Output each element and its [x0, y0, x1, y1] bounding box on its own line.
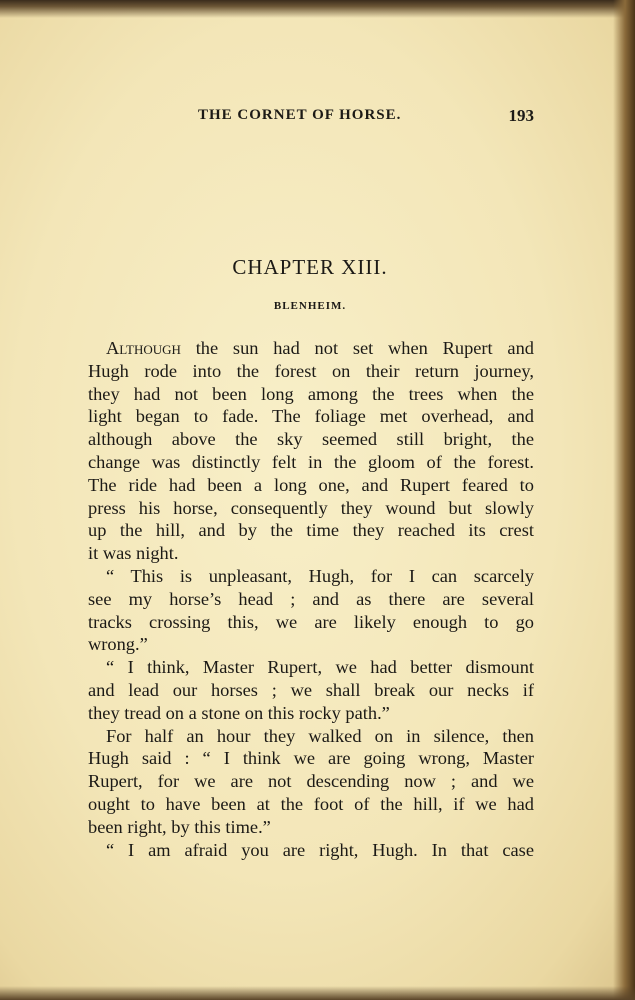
chapter-heading: CHAPTER XIII.: [232, 255, 388, 279]
text-line: up the hill, and by the time they reached its crest: [88, 520, 534, 541]
text-line: tracks crossing this, we are likely enough to go: [88, 611, 534, 632]
text-line: For half an hour they walked on in silence, then: [106, 725, 534, 746]
opening-word: Although: [106, 338, 181, 358]
text-line: ought to have been at the foot of the hill, if we had: [88, 793, 534, 814]
text-line: “ This is unpleasant, Hugh, for I can scarcely: [106, 565, 534, 586]
text-line: been right, by this time.”: [88, 816, 271, 837]
running-header: [198, 107, 534, 129]
text-line: change was distinctly felt in the gloom of the forest.: [88, 451, 534, 472]
page-binding-edge: [613, 0, 635, 1000]
page-number: 193: [508, 106, 534, 125]
running-title: THE CORNET OF HORSE.: [198, 107, 402, 123]
text-line: wrong.”: [88, 634, 148, 655]
text-line: “ I think, Master Rupert, we had better dismount: [106, 657, 534, 678]
text-line: “ I am afraid you are right, Hugh. In that case: [106, 839, 534, 860]
page-top-shadow: [0, 0, 635, 18]
text-line: Hugh rode into the forest on their return journey,: [88, 360, 534, 381]
text-line: and lead our horses ; we shall break our necks if: [88, 679, 534, 700]
text-line: although above the sky seemed still bright, the: [88, 429, 534, 450]
text-line: Rupert, for we are not descending now ; and we: [88, 771, 534, 792]
text-line: they had not been long among the trees when the: [88, 383, 534, 404]
body-text: [88, 337, 534, 861]
text-line: it was night.: [88, 543, 179, 564]
chapter-subtitle: BLENHEIM.: [273, 300, 347, 312]
text-line: they tread on a stone on this rocky path.”: [88, 702, 390, 723]
text-line: light began to fade. The foliage met overhead, and: [88, 406, 534, 427]
text-line: Although the sun had not set when Rupert and: [106, 338, 534, 358]
text-line: Hugh said : “ I think we are going wrong, Master: [88, 748, 534, 769]
page-bottom-edge: [0, 986, 635, 1000]
text-line: press his horse, consequently they wound but slowly: [88, 497, 534, 518]
text-line: see my horse’s head ; and as there are several: [88, 588, 534, 609]
text-line: The ride had been a long one, and Rupert feared to: [88, 474, 534, 495]
